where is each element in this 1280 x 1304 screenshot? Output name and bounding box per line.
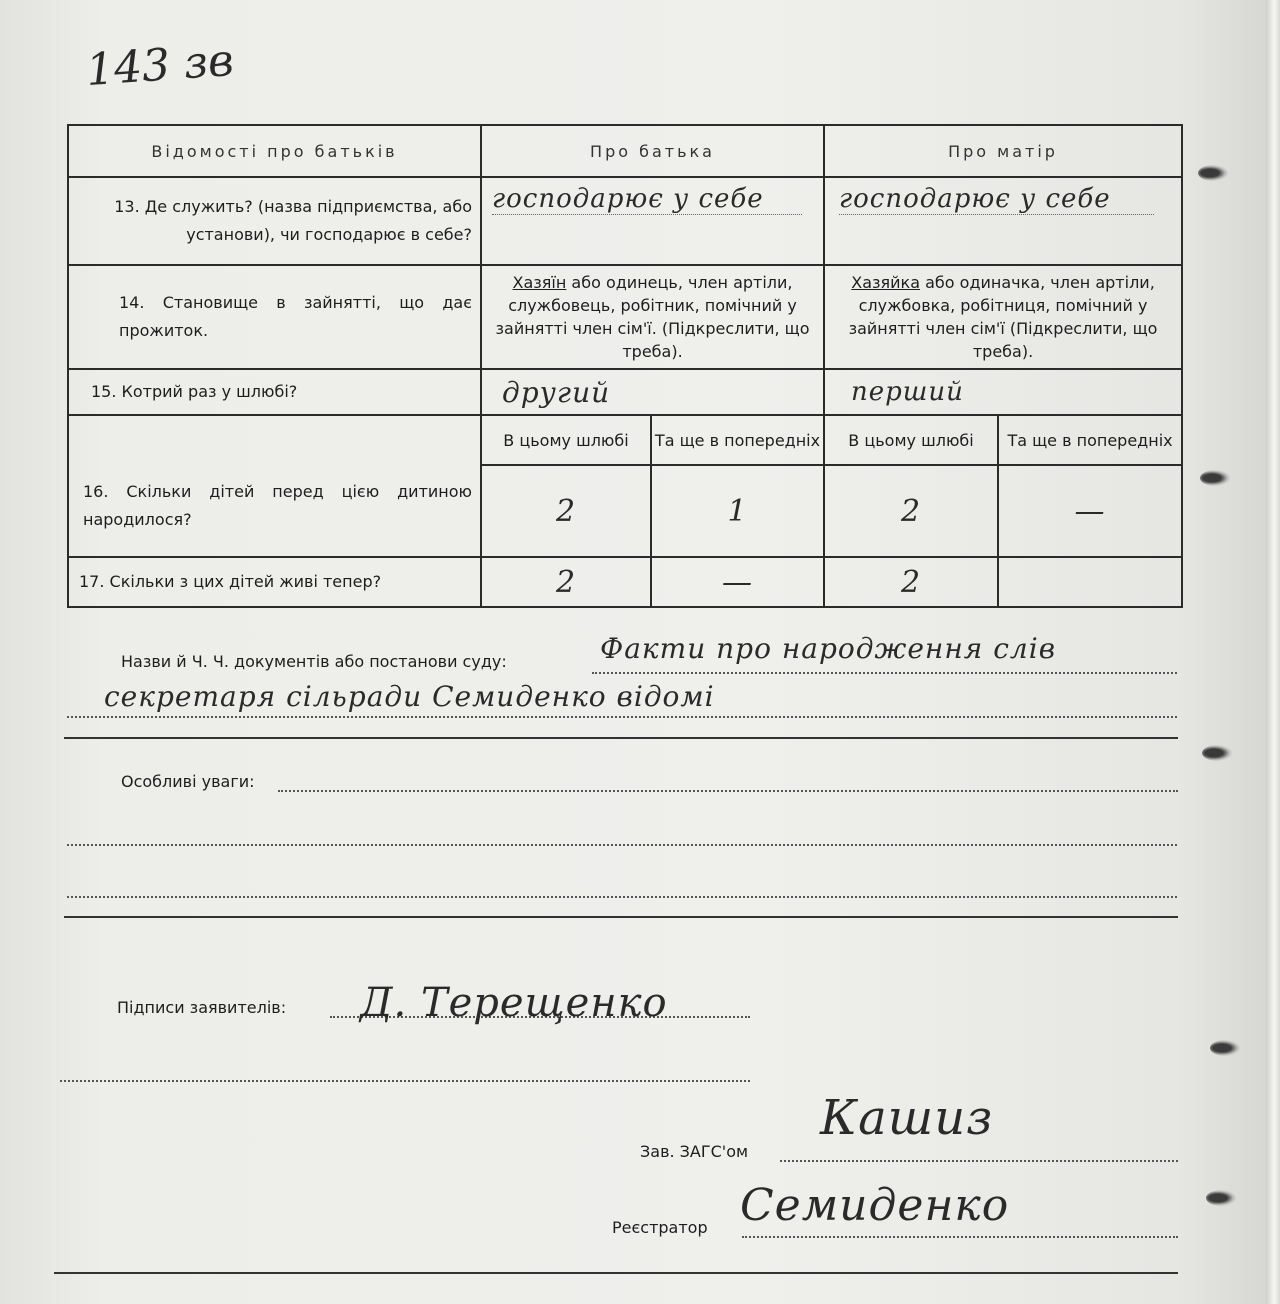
- option-14-father-selected: Хазяїн: [512, 273, 567, 292]
- option-14-mother-selected: Хазяйка: [851, 273, 921, 292]
- applicants-line-2: [60, 1080, 750, 1082]
- header-mother: Про матір: [824, 125, 1182, 177]
- registrar-label: Реєстратор: [612, 1218, 708, 1237]
- answer-17-mother-this: 2: [900, 564, 922, 600]
- options-14-mother: або одиначка, член артіли, службовка, робітниця, помічний у зайнятті член сім'ї (Підкреслити, що треба).: [848, 273, 1158, 361]
- answer-13-mother: господарює у себе: [839, 184, 1154, 215]
- documents-label: Назви й Ч. Ч. документів або постанови суду:: [121, 652, 507, 671]
- zags-head-label: Зав. ЗАГС'ом: [640, 1142, 749, 1161]
- answer-15-father: другий: [502, 375, 611, 409]
- registrar-line: [742, 1236, 1178, 1238]
- zags-head-line: [780, 1160, 1178, 1162]
- answer-16-mother-this: 2: [900, 493, 922, 529]
- special-notes-line-3: [67, 896, 1177, 898]
- special-notes-rule: [64, 916, 1178, 918]
- documents-rule: [64, 737, 1178, 739]
- applicants-label: Підписи заявителів:: [117, 998, 287, 1017]
- header-parents-info: Відомості про батьків: [68, 125, 481, 177]
- bottom-rule: [54, 1272, 1178, 1274]
- subheader-mother-prev: Та ще в попередніх: [998, 415, 1182, 465]
- question-13: 13. Де служить? (назва підприємства, або установи), чи господарює в себе?: [68, 177, 481, 265]
- documents-handwritten-2: секретаря сільради Семиденко відомі: [104, 680, 715, 713]
- binding-hole: [1198, 165, 1228, 181]
- special-notes-line-2: [67, 844, 1177, 846]
- binding-hole: [1200, 470, 1230, 486]
- subheader-father-this: В цьому шлюбі: [481, 415, 651, 465]
- subheader-mother-this: В цьому шлюбі: [824, 415, 998, 465]
- archive-number: 143 зв: [84, 34, 236, 97]
- answer-17-father-prev: —: [722, 564, 753, 600]
- answer-16-father-this: 2: [555, 493, 577, 529]
- special-notes-label: Особливі уваги:: [121, 772, 255, 791]
- question-16: 16. Скільки дітей перед цією дитиною народилося?: [68, 415, 481, 557]
- documents-handwritten-1: Факти про народження слів: [600, 632, 1057, 665]
- answer-15-mother: перший: [851, 377, 964, 407]
- header-father: Про батька: [481, 125, 824, 177]
- options-14-father: або одинець, член артіли, службовець, робітник, помічний у зайнятті член сім'ї. (Підкреслити, що треба).: [495, 273, 810, 361]
- question-14: 14. Становище в зайнятті, що дає прожиток.: [68, 265, 481, 369]
- documents-line-1: [592, 672, 1177, 674]
- answer-17-father-this: 2: [555, 564, 577, 600]
- special-notes-line-1: [278, 790, 1178, 792]
- parents-info-table: [67, 124, 1183, 608]
- applicant-signature: Д. Терещенко: [360, 980, 668, 1026]
- binding-hole: [1202, 745, 1232, 761]
- binding-hole: [1210, 1040, 1240, 1056]
- zags-head-signature: Кашиз: [820, 1090, 994, 1146]
- question-15: 15. Котрий раз у шлюбі?: [68, 369, 481, 415]
- binding-hole: [1206, 1190, 1236, 1206]
- documents-line-2: [67, 716, 1177, 718]
- subheader-father-prev: Та ще в попередніх: [651, 415, 824, 465]
- question-17: 17. Скільки з цих дітей живі тепер?: [68, 557, 481, 607]
- registrar-signature: Семиденко: [740, 1180, 1010, 1231]
- page-edge: [1266, 0, 1280, 1304]
- answer-16-mother-prev: —: [1074, 493, 1106, 529]
- answer-13-father: господарює у себе: [492, 184, 802, 215]
- answer-16-father-prev: 1: [727, 493, 748, 529]
